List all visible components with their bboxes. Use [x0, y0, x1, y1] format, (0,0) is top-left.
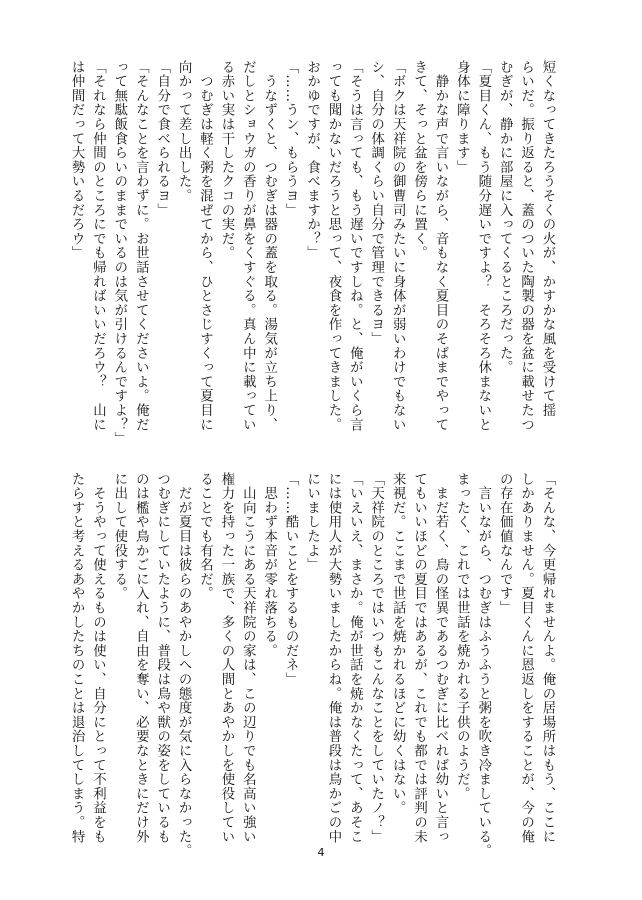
text-line: 「……うン、もらうヨ」 [283, 60, 299, 218]
text-line: の存在価値なんです」 [497, 472, 513, 615]
text-line: 思わず本音が零れ落ちる。 [261, 472, 277, 658]
text-line: る赤い実は干したクコの実だ。 [218, 60, 234, 261]
text-line: おかゆですが、食べますか？」 [304, 60, 320, 261]
text-line: 「それなら仲間のところにでも帰ればいいだろウ？ 山に [90, 60, 106, 432]
text-line: むぎが、静かに部屋に入ってくるところだった。 [497, 60, 513, 375]
text-line: 「いえいえ、まさか。俺が世話を焼かなくたって、あそこ [347, 472, 363, 844]
text-line: 「そんな、今更帰れませんよ。俺の居場所はもう、ここに [540, 472, 555, 844]
text-line: 「そうは言っても、もう遅いですしね。と、俺がいくら言 [347, 60, 363, 432]
text-line: だしとショウガの香りが鼻をくすぐる。真ん中に載ってい [240, 60, 256, 432]
text-line: まだ若く、鳥の怪異であるつむぎに比べれば幼いと言っ [432, 472, 448, 844]
page-number: 4 [317, 846, 325, 859]
text-line: 権力を持った一族で、多くの人間とあやかしを使役してい [218, 472, 234, 844]
text-line: まったく、これでは世話を焼かれる子供のようだ。 [454, 472, 470, 801]
text-line: 山向こうにある天祥院の家は、この辺りでも名高い強い [240, 472, 256, 844]
text-line: 「そんなことを言わずに。お世話させてくださいよ。俺だ [133, 60, 149, 432]
text-line: 短くなってきたろうそくの火が、かすかな風を受けて揺 [540, 60, 555, 418]
text-line: ることでも有名だ。 [197, 472, 213, 601]
text-line: だが夏目は彼らのあやかしへの態度が気に入らなかった。 [176, 472, 192, 859]
text-line: うなずくと、つむぎは器の蓋を取る。湯気が立ち上り、 [261, 60, 277, 432]
text-line: てもいいほどの夏目ではあるが、これでも都では評判の未 [411, 472, 427, 844]
text-line: のは檻や鳥かごに入れ、自由を奪い、必要なときにだけ外 [133, 472, 149, 844]
text-line: 向かって差し出した。 [176, 60, 192, 203]
text-line: そうやって使えるものは使い、自分にとって不利益をも [90, 472, 106, 844]
text-line: って無駄飯食らいのままでいるのは気が引けるんですよ？」 [111, 60, 127, 447]
text-line: 「……酷いことをするものだネ」 [283, 472, 299, 687]
text-line: っても聞かないだろうと思って、夜食を作ってきました。 [325, 60, 341, 432]
text-line: らいだ。振り返ると、蓋のついた陶製の器を盆に載せたつ [518, 60, 534, 432]
text-line: きて、そっと盆を傍らに置く。 [411, 60, 427, 261]
text-line: 「自分で食べられるヨ」 [154, 60, 170, 218]
text-line: 身体に障ります」 [454, 60, 470, 175]
text-line: シ、自分の体調くらい自分で管理できるヨ」 [368, 60, 384, 346]
text-line: つむぎは軽く粥を混ぜてから、ひとさじすくって夏目に [197, 60, 213, 432]
text-line: にいましたよ」 [304, 472, 320, 573]
text-line: しかありません。夏目くんに恩返しをすることが、今の俺 [518, 472, 534, 844]
text-line: 「天祥院のところではいつもこんなことをしていたノ？」 [368, 472, 384, 844]
lower-text-block [69, 472, 558, 859]
text-line: に出して使役する。 [111, 472, 127, 601]
text-line: は仲間だって大勢いるだろウ」 [69, 60, 85, 261]
text-line: 来視だ。ここまで世話を焼かれるほどに幼くはない。 [390, 472, 406, 816]
upper-text-block [69, 60, 558, 447]
text-line: つむぎにしていたように、普段は鳥や獣の姿をしているも [154, 472, 170, 844]
text-line: には使用人が大勢いましたからね。俺は普段は鳥かごの中 [325, 472, 341, 844]
text-line: 静かな声で言いながら、音もなく夏目のそばまでやって [432, 60, 448, 432]
text-line: 「ボクは天祥院の御曹司みたいに身体が弱いわけでもない [390, 60, 406, 432]
text-line: 言いながら、つむぎはふうふうと粥を吹き冷ましている。 [475, 472, 491, 859]
text-line: 「夏目くん、もう随分遅いですよ？ そろそろ休まないと [475, 60, 491, 432]
text-line: たらすと考えるあやかしたちのことは退治してしまう。特 [69, 472, 85, 844]
